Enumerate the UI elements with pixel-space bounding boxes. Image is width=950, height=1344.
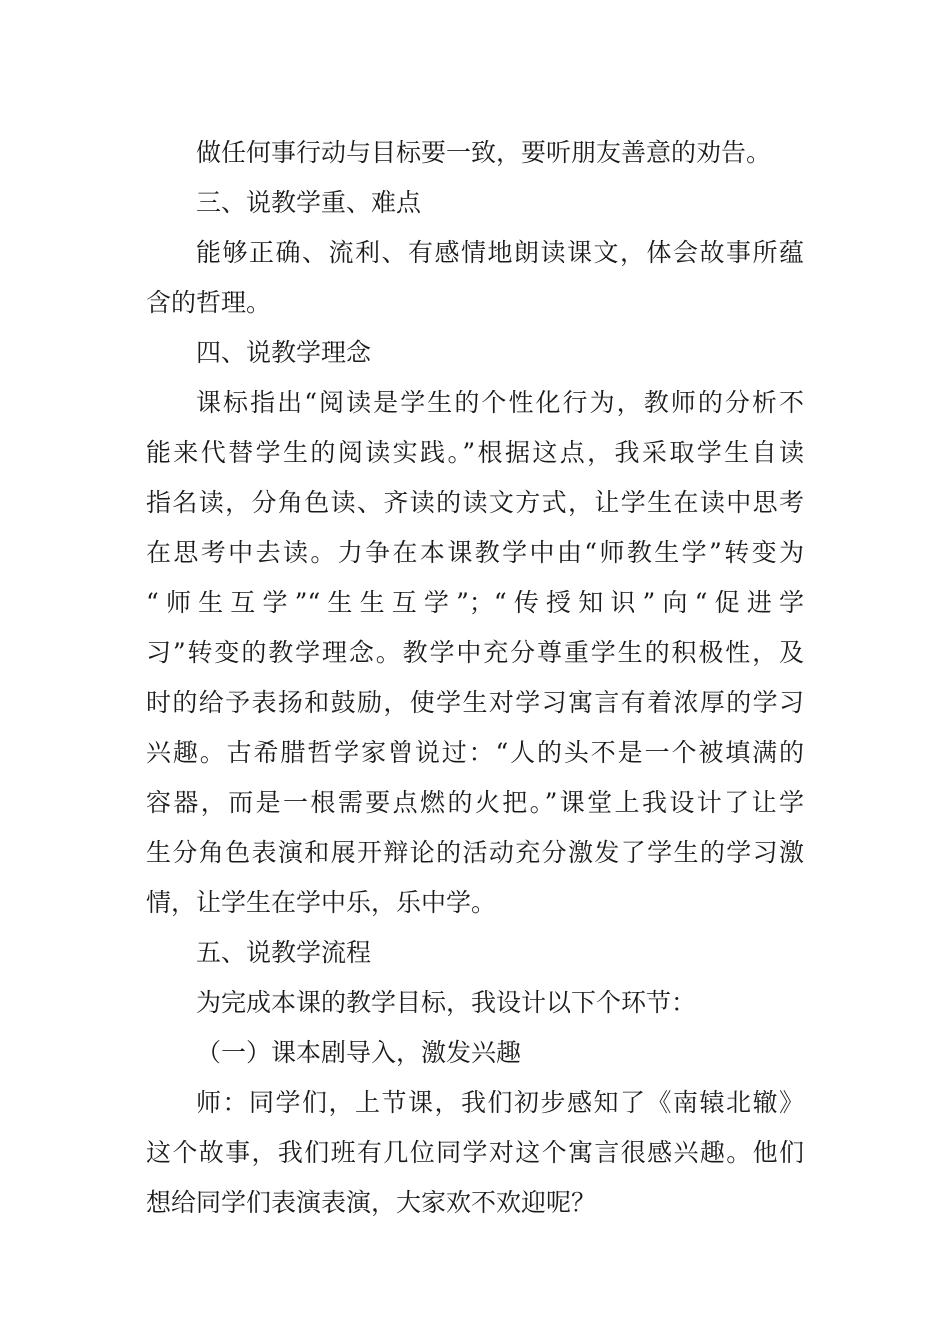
text-line: 时的给予表扬和鼓励，使学生对学习寓言有着浓厚的学习 xyxy=(146,688,804,717)
text-line: 含的哲理。 xyxy=(146,288,272,317)
text-line: 师：同学们，上节课，我们初步感知了《南辕北辙》 xyxy=(196,1088,804,1117)
section-heading-key-points: 三、说教学重、难点 xyxy=(196,188,422,217)
text-line: 课标指出“阅读是学生的个性化行为，教师的分析不 xyxy=(196,388,804,417)
text-line: 指名读，分角色读、齐读的读文方式，让学生在读中思考 xyxy=(146,488,804,517)
section-heading-teaching-philosophy: 四、说教学理念 xyxy=(196,338,372,367)
section-heading-teaching-process: 五、说教学流程 xyxy=(196,938,372,967)
text-line: 容器，而是一根需要点燃的火把。”课堂上我设计了让学 xyxy=(146,788,804,817)
text-line: 想给同学们表演表演，大家欢不欢迎呢？ xyxy=(146,1188,597,1217)
text-line: 情，让学生在学中乐，乐中学。 xyxy=(146,888,497,917)
text-line: 兴趣。古希腊哲学家曾说过：“人的头不是一个被填满的 xyxy=(146,738,804,767)
text-line-conclusion: 做任何事行动与目标要一致，要听朋友善意的劝告。 xyxy=(196,138,772,167)
text-line: “师生互学”“生生互学”；“传授知识”向“促进学 xyxy=(146,588,804,617)
text-line: 习”转变的教学理念。教学中充分尊重学生的积极性，及 xyxy=(146,638,804,667)
text-line: 为完成本课的教学目标，我设计以下个环节： xyxy=(196,988,697,1017)
text-line: 生分角色表演和展开辩论的活动充分激发了学生的学习激 xyxy=(146,838,804,867)
text-line: 能来代替学生的阅读实践。”根据这点，我采取学生自读 xyxy=(146,438,804,467)
text-line: 能够正确、流利、有感情地朗读课文，体会故事所蕴 xyxy=(196,238,804,267)
text-line: 这个故事，我们班有几位同学对这个寓言很感兴趣。他们 xyxy=(146,1138,804,1167)
subsection-heading: （一）课本剧导入，激发兴趣 xyxy=(196,1038,522,1067)
text-line: 在思考中去读。力争在本课教学中由“师教生学”转变为 xyxy=(146,538,804,567)
